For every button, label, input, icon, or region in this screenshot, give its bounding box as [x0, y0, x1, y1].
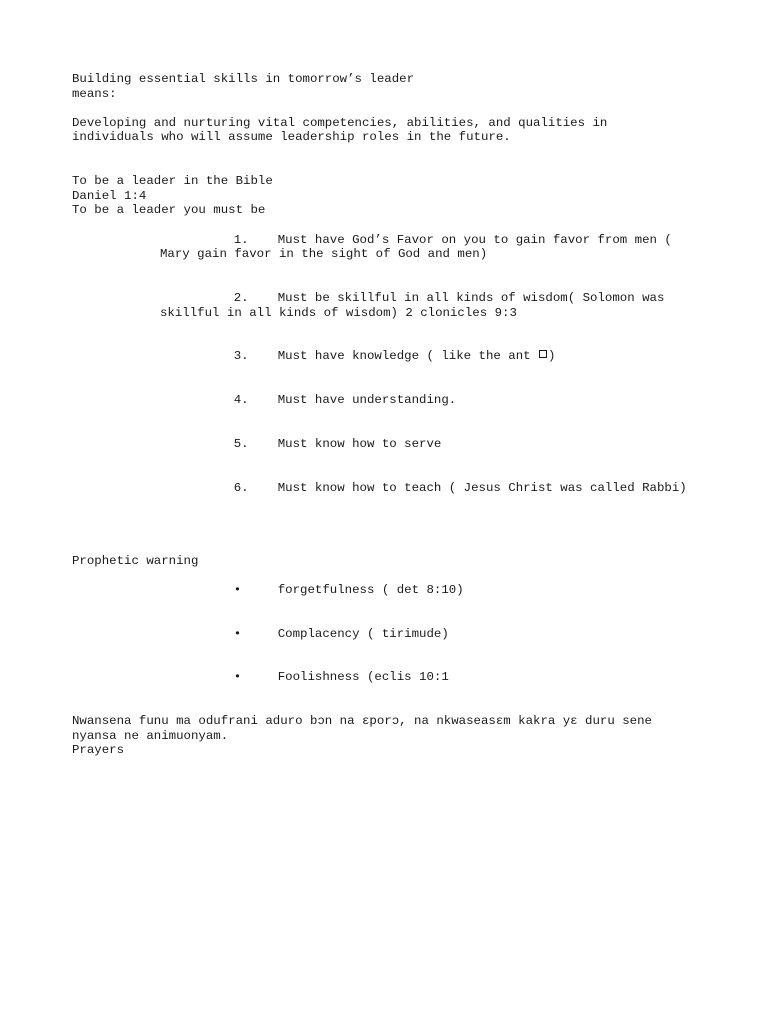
warning-heading: Prophetic warning	[72, 553, 199, 568]
bullet-item-text: Complacency ( tirimude)	[277, 626, 449, 641]
closing-prayers: Prayers	[72, 743, 125, 758]
list-marker: 5.	[233, 436, 249, 451]
bullet-item-text: Foolishness (eclis 10:1	[277, 670, 449, 685]
list-item-text: Must have knowledge ( like the ant	[277, 349, 538, 364]
list-item-text: Must know how to teach ( Jesus Christ was called Rabbi)	[277, 480, 687, 495]
bible-heading: To be a leader in the Bible	[72, 174, 273, 189]
list-marker: 2.	[233, 290, 249, 305]
bible-reference: Daniel 1:4	[72, 188, 147, 203]
bullet-item-text: forgetfulness ( det 8:10)	[277, 582, 464, 597]
intro-title-line1: Building essential skills in tomorrow’s leader	[72, 72, 415, 86]
list-item-text: Must have understanding.	[277, 393, 457, 408]
list-item-text: Must be skillful in all kinds of wisdom( Solomon was skillful in all kinds of wisdom) 2 clonicles 9:3	[160, 290, 672, 320]
document-page	[72, 72, 692, 758]
closing-proverb: Nwansena funu ma odufrani aduro bɔn na ɛporɔ, na nkwaseasɛm kakra yɛ duru sene nyansa ne animuonyam.	[72, 714, 660, 743]
bullet-item	[72, 612, 692, 656]
bullet-icon: •	[233, 670, 242, 685]
intro-title-line2: means:	[72, 86, 117, 101]
list-marker: 1.	[233, 232, 249, 247]
bullet-icon: •	[233, 582, 242, 597]
list-item-text-end: )	[548, 349, 556, 364]
spacer	[72, 700, 692, 715]
list-item	[72, 335, 692, 379]
spacer	[72, 145, 692, 174]
intro-definition: Developing and nurturing vital competencies, abilities, and qualities in individuals who will assume leadership roles in the future.	[72, 115, 615, 145]
bible-lead-in: To be a leader you must be	[72, 203, 266, 218]
bullet-item	[72, 656, 692, 700]
list-item	[72, 218, 692, 276]
list-item	[72, 378, 692, 422]
bullet-icon: •	[233, 626, 242, 641]
list-marker: 4.	[233, 393, 249, 408]
list-item	[72, 422, 692, 466]
list-marker: 6.	[233, 480, 249, 495]
spacer	[72, 101, 692, 116]
list-item-text: Must know how to serve	[277, 436, 442, 451]
spacer	[72, 510, 692, 554]
bullet-item	[72, 568, 692, 612]
list-item	[72, 276, 692, 334]
list-item	[72, 466, 692, 510]
list-item-text: Must have God’s Favor on you to gain favor from men ( Mary gain favor in the sight of God and men)	[160, 232, 680, 262]
missing-glyph-icon	[539, 350, 547, 358]
list-marker: 3.	[233, 349, 249, 364]
